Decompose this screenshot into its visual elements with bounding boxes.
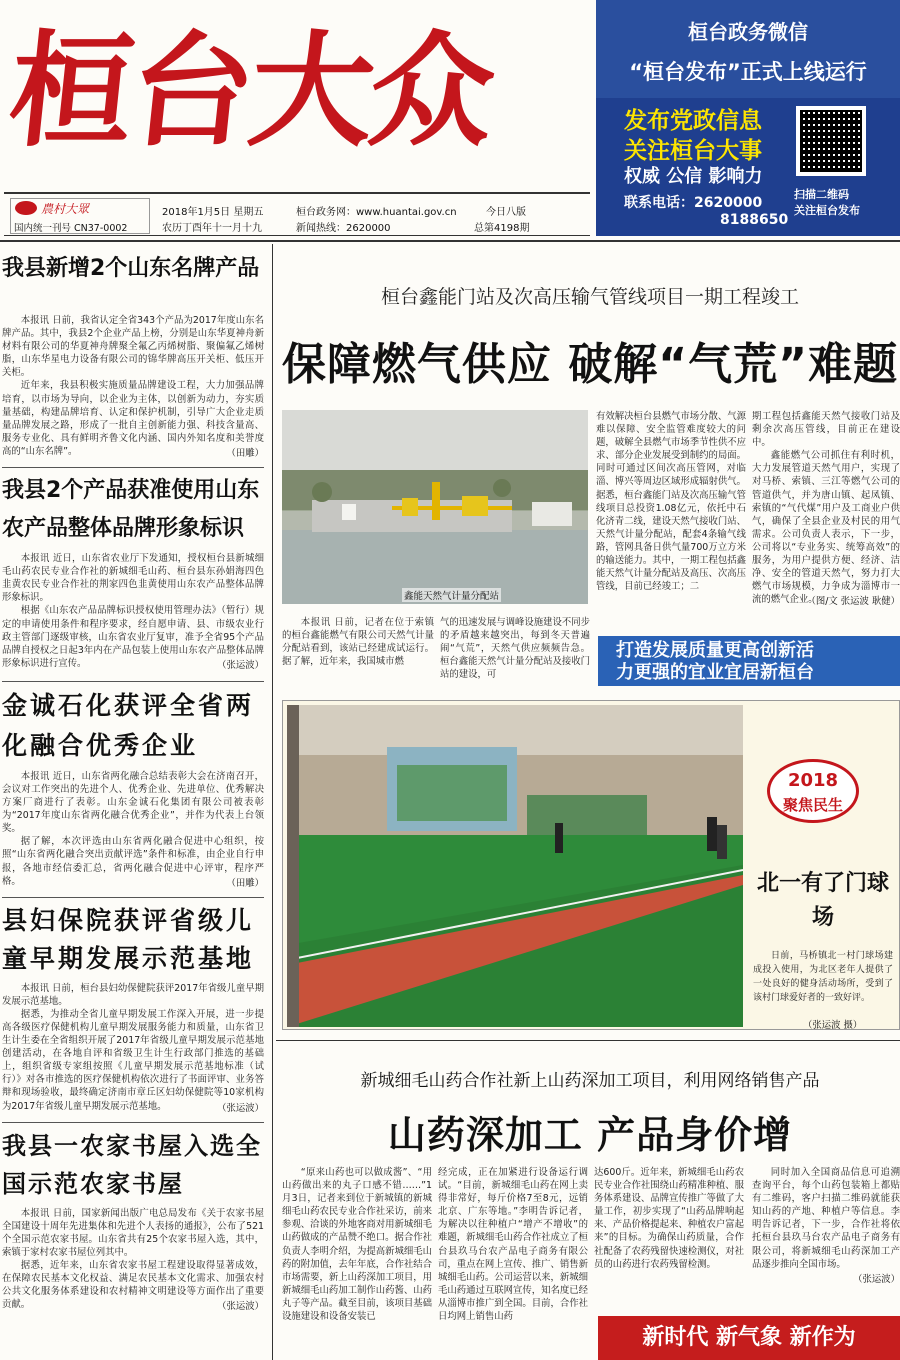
story3-body: 经完成，正在加紧进行设备运行调试。“目前，新城细毛山药在网上卖得非常好，每斤价格7至8元，远销北京、广东等地。”李明告诉记者，为解决以往种植户“增产不增收”的难题，新城细毛山药合作社成立了桓台县玖马台农产品电子商务有限公司，重点在网上宣传、推广、销售新城细毛山药。公司运营以来，新城细毛山药通过互联网宣传，知名度已经从淄博市推广到全国。目前，合作社日均网上销售山药 — [438, 1167, 589, 1323]
wechat-ad-phone2: 8188650 — [720, 212, 789, 228]
story3-col-1 — [282, 1166, 432, 1323]
lead-body: 期工程包括鑫能天然气接收门站及剩余次高压管线，目前正在建设中。 — [752, 411, 900, 449]
issue-date: 2018年1月5日 星期五 — [162, 207, 264, 218]
story-jincheng — [2, 686, 264, 889]
cn-number: 国内统一刊号 CN37-0002 — [14, 223, 128, 234]
wechat-ad-title: 桓台政务微信 — [688, 20, 808, 44]
lead-col-3 — [596, 410, 746, 593]
lead-body: 气的迅速发展与调峰设施建设不同步的矛盾越来越突出，每到冬天普遍闹“气荒”，天然气供应频频告急。桓台鑫能天然气计量分配站及接收门站的建设，可 — [440, 617, 591, 681]
lunar-date: 农历丁酉年十一月十九 — [162, 223, 262, 234]
story-body: 据悉，近年来，山东省农家书屋工程建设取得显著成效，在保障农民基本文化权益、满足农民基本文化需求、加强农村公共文化服务体系建设和农村精神文明建设等方面作出了重要贡献。 — [2, 1260, 264, 1311]
masthead — [2, 2, 586, 192]
news-hotline: 新闻热线：2620000 — [296, 223, 391, 234]
focus-badge — [767, 759, 859, 823]
masthead-title: 桓台大众 — [2, 19, 498, 164]
lead-col-4 — [752, 410, 900, 607]
lead-kicker: 桓台鑫能门站及次高压输气管线项目一期工程竣工 — [380, 286, 799, 308]
story-byline: （田雕） — [226, 448, 264, 460]
qr-code[interactable] — [796, 106, 866, 176]
sub-logo-box — [10, 198, 150, 234]
story3-col-2 — [438, 1166, 588, 1323]
story3-col-3 — [594, 1166, 744, 1271]
wechat-ad — [596, 0, 900, 236]
left-column — [2, 246, 264, 1312]
story-body: 本报讯 日前，我省认定全省343个产品为2017年度山东名牌产品。其中，我县2个企业产品上榜，分别是山东华夏神舟新材料有限公司的华夏神舟牌聚全氟乙丙烯树脂、聚偏氟乙烯树脂，山东华星电力设备有限公司的锦华牌高压开关柜、低压开关柜。 — [2, 315, 264, 379]
lead-body: 有效解决桓台县燃气市场分散、气源难以保障、安全监管难度较大的问题，破解全县燃气市场季节性供不应求、部分企业发展受到制约的局面。同时可通过区间次高压管网，对临淄、博兴等周边区域形成辐射供气。据悉，桓台鑫能门站及次高压输气管线项目总投资1.08亿元，依托中石化济青二线，建设天然气接收门站、天然气计量分配站，配套4条输气线路，管网具备日供气量700万立方米的输送能力。其中，一期工程包括鑫能天然气计量分配站及高压、次高压管线，目前已经竣工；二 — [596, 411, 747, 593]
qr-caption-1: 扫描二维码 — [794, 188, 849, 201]
gas-station-illustration — [282, 410, 588, 604]
gateball-photo — [287, 705, 743, 1027]
story-brand-logo — [2, 472, 264, 671]
issue-number: 总第4198期 — [474, 223, 530, 234]
story-title: 金诚石化获评全省两化融合优秀企业 — [2, 690, 255, 760]
gas-station-photo — [282, 410, 588, 604]
story3-byline: （张运波） — [853, 1273, 900, 1285]
masthead-info-bar — [4, 192, 590, 236]
lead-body: 鑫能燃气公司抓住有利时机，大力发展管道天然气用户，实现了对马桥、索镇、三江等燃气公司的管道供气，并为唐山镇、起凤镇、索镇的“气代煤”用户及工商业户供气，确保了全县企业及村民的用气需求。公司负责人表示，下一步，公司将以“专业务实、统筹高效”的服务，为用户提供方便、经济、洁净、安全的管道天然气，努力打大燃气市场规模，力争成为淄博市一流的燃气企业。 — [752, 450, 900, 606]
story-bookhouse — [2, 1127, 264, 1313]
banner-line-1: 打造发展质量更高创新活 — [616, 640, 814, 661]
story3-body: 同时加入全国商品信息可追溯查询平台，每个山药包装箱上都贴有二维码，客户扫描二维码就能获知山药的产地、种植户等信息。李明告诉记者，下一步，合作社将依托桓台县玖马台农产品电子商务有限公司，将新城细毛山药深加工产品逐步推向全国市场。 — [752, 1167, 900, 1270]
story3-body: 达600斤。近年来，新城细毛山药农民专业合作社围绕山药精准种植、服务体系建设、品牌宣传推广等做了大量工作，初步实现了“山药品牌响起来、产品价格提起来、种植农户富起来”的目标。为确保山药质量，合作社配备了农药残留快速检测仪，对社员的山药进行农药残留检测。 — [594, 1167, 745, 1270]
feature-title: 北一有了门球场 — [756, 871, 889, 930]
feature-byline: （张运波 摄） — [803, 1020, 863, 1031]
gateball-feature — [282, 700, 900, 1030]
story3-headline: 山药深加工 产品身价增 — [387, 1113, 793, 1157]
lead-headline: 保障燃气供应 破解“气荒”难题 — [281, 339, 899, 390]
lead-col-1 — [282, 616, 434, 668]
story-body: 近年来，我县积极实施质量品牌建设工程，大力加强品牌培育，以市场为导向，以企业为主体，以创新为动力，夯实质量基础，构建品牌培育、认定和保护机制，引导广大企业走质量品牌发展之路，形成了一批自主创新能力强、科技含量高、服务专业化、具有鲜明齐鲁文化内涵、国内外知名度和美誉度高的“山东名牌”。 — [2, 380, 264, 457]
feature-caption: 日前，马桥镇北一村门球场建成投入使用，为北区老年人提供了一处良好的健身活动场所，受到了该村门球爱好者的一致好评。 — [753, 951, 893, 1003]
badge-text: 聚焦民生 — [782, 796, 843, 814]
story3-body: “原来山药也可以做成酱”、“用山药做出来的丸子口感不错……”1月3日，记者来到位于新城镇的新城细毛山药农民专业合作社采访，前来参观、洽谈的外地客商对用新城细毛山药做成的产品赞不绝口。据合作社负责人李明介绍，为提高新城细毛山药的附加值，去年年底，合作社结合市场需要，新上山药深加工项目，用新城细毛山药加工制作山药酱、山药丸子等产品。截至目前，该项目基础设施建设和设备安装已 — [282, 1167, 433, 1323]
story-body: 本报讯 近日，山东省农业厅下发通知，授权桓台县新城细毛山药农民专业合作社的新城细毛山药、桓台县东孙娟海四色韭黄农民专业合作社的荆家四色韭黄使用山东农产品整体品牌形象标识。 — [2, 553, 264, 604]
wechat-ad-line4: 关注桓台大事 — [624, 138, 762, 164]
story-body: 据了解，本次评选由山东省两化融合促进中心组织，按照“山东省两化融合突出贡献评选”条件和标准，由企业自行申报，各地市经信委汇总，省两化融合促进中心评审，程序严格。 — [2, 836, 264, 887]
slogan-banner-bottom: 新时代 新气象 新作为 — [598, 1316, 900, 1360]
story-title: 我县2个产品获准使用山东农产品整体品牌形象标识 — [2, 478, 260, 542]
story-byline: （张运波） — [217, 1102, 264, 1114]
banner-line-2: 力更强的宜业宜居新桓台 — [616, 662, 814, 683]
wechat-ad-slogan: 权威 公信 影响力 — [624, 166, 763, 187]
lead-col-2 — [440, 616, 590, 681]
badge-year: 2018 — [787, 770, 839, 791]
story-brand-products — [2, 246, 264, 459]
page-count: 今日八版 — [486, 207, 526, 218]
story3-kicker: 新城细毛山药合作社新上山药深加工项目，利用网络销售产品 — [360, 1071, 820, 1091]
story-title: 我县新增2个山东名牌产品 — [2, 256, 260, 281]
lead-body: 本报讯 日前，记者在位于索镇的桓台鑫能燃气有限公司天然气计量分配站看到，该站已经建成试运行。据了解，近年来，我国城市燃 — [282, 617, 434, 668]
story-byline: （田雕） — [226, 877, 264, 889]
story-title: 我县一农家书屋入选全国示范农家书屋 — [2, 1131, 262, 1198]
photo-caption: 鑫能天然气计量分配站 — [402, 588, 501, 602]
story-body: 本报讯 日前，桓台县妇幼保健院获评2017年省级儿童早期发展示范基地。 — [2, 982, 264, 1007]
sub-logo-text: 農村大眾 — [41, 202, 90, 216]
story-maternal — [2, 902, 264, 1114]
slogan-banner — [598, 636, 900, 686]
wechat-ad-line3: 发布党政信息 — [624, 108, 762, 134]
story-body: 本报讯 近日，山东省两化融合总结表彰大会在济南召开，会议对工作突出的先进个人、优秀企业、先进单位、优秀解决方案厂商进行了表彰。山东金诚石化集团有限公司被表彰为“2017年度山东省两化融合优秀企业”，并作为代表上台领奖。 — [2, 770, 264, 835]
story3-col-4 — [752, 1166, 900, 1285]
story-body: 本报讯 日前，国家新闻出版广电总局发布《关于农家书屋全国建设十周年先进集体和先进个人表扬的通报》，公布了521个全国示范农家书屋。山东省共有25个农家书屋入选，其中，索镇于家村农家书屋位列其中。 — [2, 1207, 264, 1258]
story-body: 据悉，为推动全省儿童早期发展工作深入开展，进一步提高各级医疗保健机构儿童早期发展服务能力和质量，山东省卫生计生委在全省组织开展了2017年省级儿童早期发展示范基地创建活动，在各地自评和省级卫生计生行政部门推选的基础上，组织省级专家组按照《儿童早期发展示范基地标准（试行）》对各市推选的医疗保健机构依次进行了书面评审、业务答辩和现场验收，最终确定济南市章丘区妇幼保健院等10家机构为2017年省级儿童早期发展示范基地。 — [2, 1008, 264, 1112]
website-link[interactable]: 桓台政务网：www.huantai.gov.cn — [296, 207, 457, 218]
lead-byline: （图/文 张运波 耿健） — [806, 596, 900, 608]
gateball-illustration — [287, 705, 743, 1027]
wechat-ad-phone: 联系电话：2620000 — [624, 195, 763, 211]
story-byline: （张运波） — [217, 659, 264, 671]
story-byline: （张运波） — [217, 1301, 264, 1313]
story-body: 根据《山东农产品品牌标识授权使用管理办法》（暂行）规定的申请使用条件和程序要求，经自愿申请、县、市级农业行政主管部门逐级审核，山东省农业厅复审，准予全省95个产品品牌自授权之日起3年内在产品包装上使用山东农产品整体品牌形象标识进行宣传。 — [2, 605, 264, 669]
qr-caption-2: 关注桓台发布 — [794, 204, 860, 217]
wechat-ad-subtitle: “桓台发布”正式上线运行 — [629, 60, 867, 84]
story-title: 县妇保院获评省级儿童早期发展示范基地 — [2, 905, 255, 973]
sub-logo-icon — [15, 201, 37, 215]
